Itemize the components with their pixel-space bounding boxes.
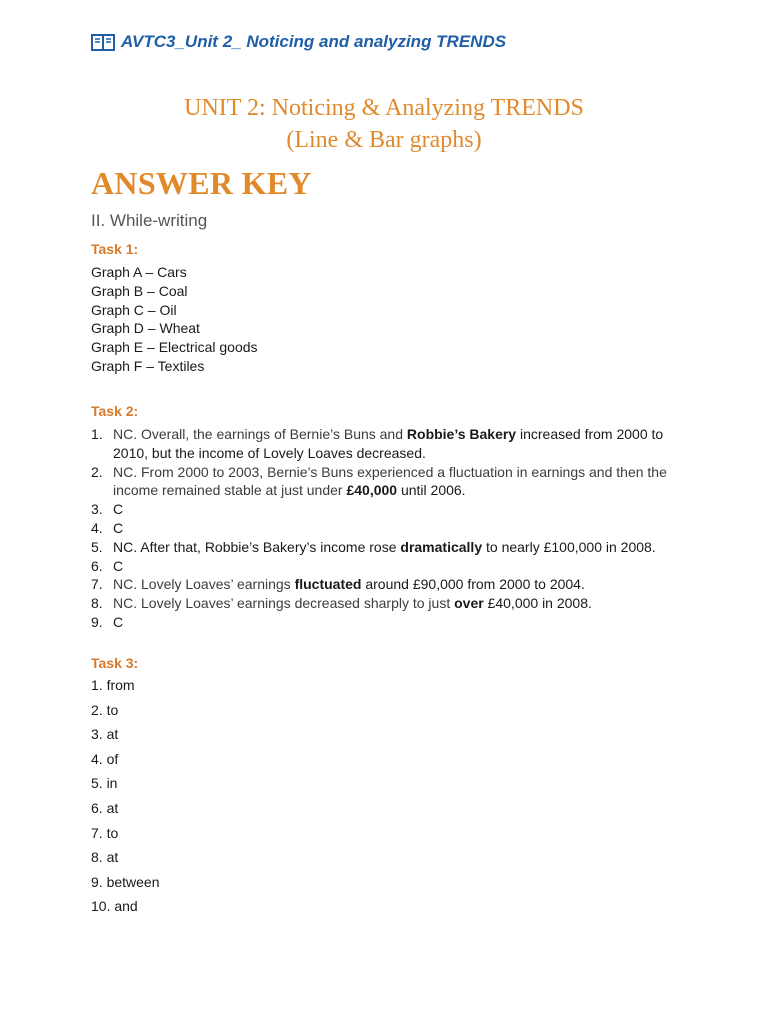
list-item (91, 425, 691, 463)
item-text: NC. Overall, the earnings of Bernie’s Buns and (113, 426, 407, 442)
item-text: C (113, 519, 124, 536)
list-item: Graph C – Oil (91, 301, 177, 318)
unit-title (0, 92, 768, 156)
item-number: 9. (91, 613, 103, 630)
unit-title-line2: (Line & Bar graphs) (286, 127, 482, 153)
item-number: 2. (91, 463, 103, 480)
list-item: Graph D – Wheat (91, 320, 200, 337)
item-text: C (113, 557, 124, 574)
task1-label: Task 1: (91, 241, 139, 257)
list-item: 7. to (91, 824, 119, 841)
item-number: 3. (91, 501, 103, 518)
list-item (91, 613, 691, 632)
item-text: C (113, 501, 124, 518)
list-item: 2. to (91, 701, 119, 718)
list-item (91, 519, 691, 538)
list-item: Graph B – Coal (91, 282, 188, 299)
item-text: £40,000 in 2008. (483, 595, 592, 612)
task2-label: Task 2: (91, 403, 139, 419)
item-text: increased from 2000 to 2010, but the income of Lovely Loaves decreased. (113, 426, 664, 461)
list-item: 9. between (91, 873, 160, 890)
list-item: 6. at (91, 799, 119, 816)
header-title: AVTC3_Unit 2_ Noticing and analyzing TRENDS (121, 32, 507, 51)
item-number: 4. (91, 519, 103, 536)
item-text: NC. After that, Robbie’s Bakery’s income rose (113, 538, 401, 555)
list-item (91, 538, 691, 557)
item-text: C (113, 613, 124, 630)
task2-list (91, 425, 691, 632)
list-item: Graph A – Cars (91, 264, 187, 280)
item-text: NC. Lovely Loaves’ earnings (113, 576, 295, 593)
answer-key-heading: ANSWER KEY (91, 165, 312, 201)
item-bold: £40,000 (346, 482, 398, 499)
section-heading: II. While-writing (91, 211, 208, 230)
item-bold: over (454, 595, 484, 612)
task1-list (91, 263, 258, 376)
list-item (91, 463, 691, 501)
book-icon (91, 32, 115, 52)
list-item: 8. at (91, 849, 119, 866)
item-text: until 2006. (397, 482, 466, 499)
unit-title-line1: UNIT 2: Noticing & Analyzing TRENDS (184, 95, 584, 121)
list-item: 1. from (91, 677, 135, 693)
item-bold: dramatically (400, 538, 483, 555)
list-item: 3. at (91, 726, 119, 743)
item-number: 1. (91, 426, 103, 442)
item-number: 6. (91, 557, 103, 574)
document-header (91, 32, 506, 52)
item-text: around £90,000 from 2000 to 2004. (361, 576, 585, 593)
item-text: NC. Lovely Loaves’ earnings decreased sharply to just (113, 595, 455, 612)
item-number: 7. (91, 576, 103, 593)
list-item: 10. and (91, 898, 138, 915)
list-item: Graph F – Textiles (91, 357, 205, 374)
list-item: 5. in (91, 775, 118, 792)
task3-label: Task 3: (91, 655, 139, 671)
item-bold: fluctuated (294, 576, 362, 593)
item-number: 8. (91, 595, 103, 612)
list-item (91, 575, 691, 594)
item-bold: Robbie’s Bakery (406, 426, 517, 442)
task3-list (91, 677, 160, 923)
item-text: NC. From 2000 to 2003, Bernie’s Buns experienced a fluctuation in earnings and then the income remained stable at just under (113, 463, 667, 499)
item-number: 5. (91, 538, 103, 555)
list-item (91, 594, 691, 613)
list-item: 4. of (91, 750, 119, 767)
list-item: Graph E – Electrical goods (91, 339, 258, 356)
list-item (91, 500, 691, 519)
item-text: to nearly £100,000 in 2008. (482, 538, 656, 555)
list-item (91, 557, 691, 576)
